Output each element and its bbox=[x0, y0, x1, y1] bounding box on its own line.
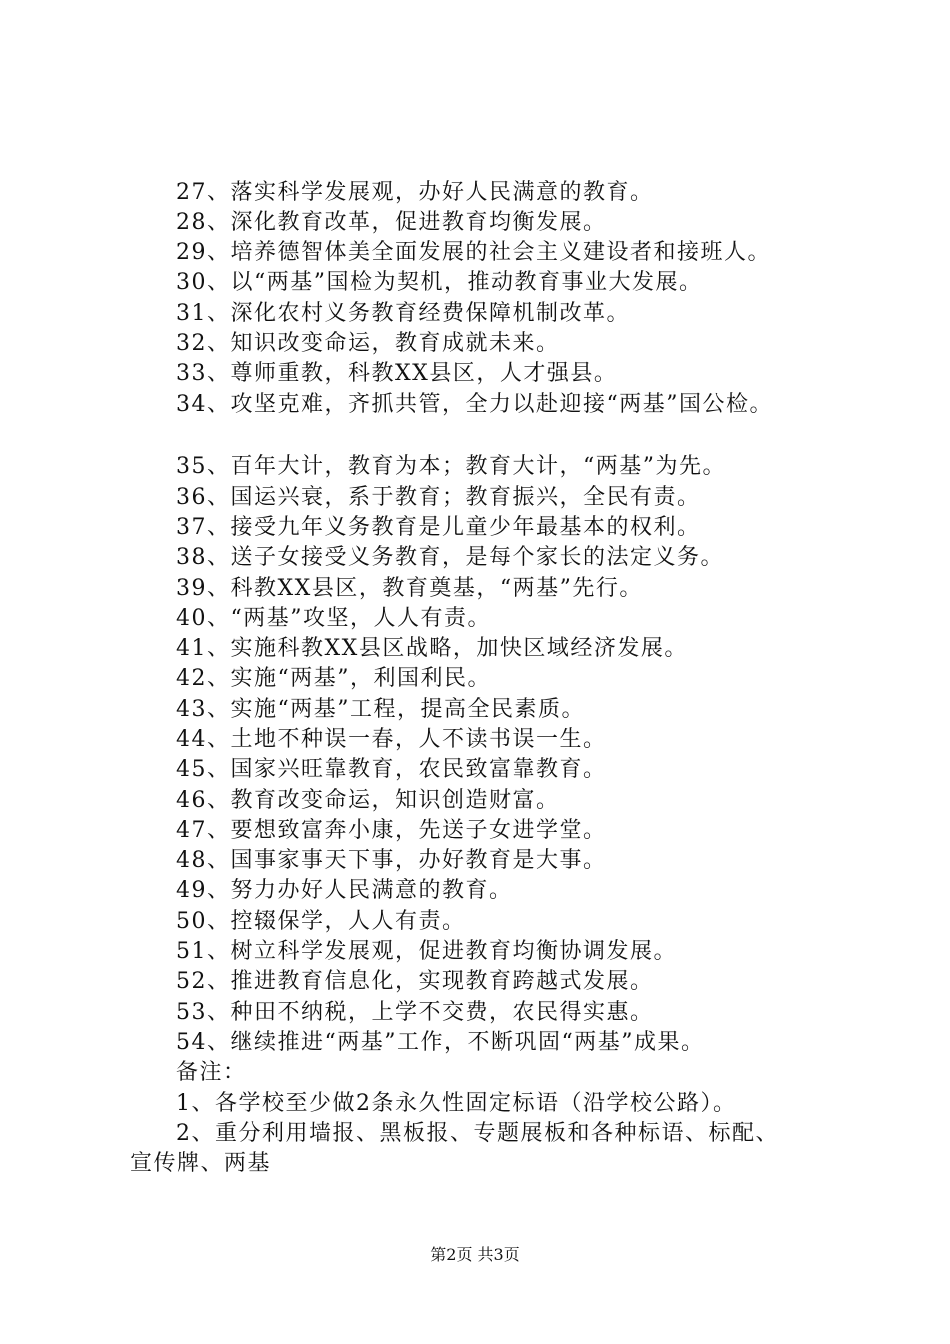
list-item: 37、接受九年义务教育是儿童少年最基本的权利。 bbox=[176, 515, 701, 540]
list-item: 29、培养德智体美全面发展的社会主义建设者和接班人。 bbox=[176, 240, 771, 265]
list-item: 47、要想致富奔小康，先送子女进学堂。 bbox=[176, 818, 607, 843]
list-item: 30、以“两基”国检为契机，推动教育事业大发展。 bbox=[176, 270, 703, 295]
list-item: 46、教育改变命运，知识创造财富。 bbox=[176, 788, 560, 813]
note-item-continuation: 宣传牌、两基 bbox=[130, 1151, 272, 1176]
list-item: 31、深化农村义务教育经费保障机制改革。 bbox=[176, 301, 630, 326]
list-item: 39、科教XX县区，教育奠基，“两基”先行。 bbox=[176, 576, 643, 601]
list-item: 28、深化教育改革，促进教育均衡发展。 bbox=[176, 210, 607, 235]
list-item: 40、“两基”攻坚，人人有责。 bbox=[176, 606, 491, 631]
list-item: 48、国事家事天下事，办好教育是大事。 bbox=[176, 848, 607, 873]
list-item: 54、继续推进“两基”工作，不断巩固“两基”成果。 bbox=[176, 1030, 705, 1055]
list-item: 44、土地不种误一春，人不读书误一生。 bbox=[176, 727, 607, 752]
page-footer: 第2页 共3页 bbox=[430, 1245, 520, 1264]
list-item: 52、推进教育信息化，实现教育跨越式发展。 bbox=[176, 969, 654, 994]
notes-heading: 备注： bbox=[176, 1060, 247, 1085]
list-item: 35、百年大计，教育为本；教育大计，“两基”为先。 bbox=[176, 454, 726, 479]
list-item: 42、实施“两基”，利国利民。 bbox=[176, 666, 491, 691]
list-item: 45、国家兴旺靠教育，农民致富靠教育。 bbox=[176, 757, 607, 782]
list-item: 41、实施科教XX县区战略，加快区域经济发展。 bbox=[176, 636, 688, 661]
note-item: 2、重分利用墙报、黑板报、专题展板和各种标语、标配、 bbox=[176, 1121, 779, 1146]
list-item: 50、控辍保学，人人有责。 bbox=[176, 909, 466, 934]
list-item: 27、落实科学发展观，办好人民满意的教育。 bbox=[176, 180, 654, 205]
list-item: 43、实施“两基”工程，提高全民素质。 bbox=[176, 697, 585, 722]
list-item: 34、攻坚克难，齐抓共管，全力以赴迎接“两基”国公检。 bbox=[176, 392, 773, 417]
list-item: 32、知识改变命运，教育成就未来。 bbox=[176, 331, 560, 356]
note-item: 1、各学校至少做2条永久性固定标语（沿学校公路）。 bbox=[176, 1091, 737, 1116]
list-item: 51、树立科学发展观，促进教育均衡协调发展。 bbox=[176, 939, 677, 964]
list-item: 38、送子女接受义务教育，是每个家长的法定义务。 bbox=[176, 545, 724, 570]
list-item: 49、努力办好人民满意的教育。 bbox=[176, 878, 513, 903]
list-item: 33、尊师重教，科教XX县区，人才强县。 bbox=[176, 361, 618, 386]
list-item: 53、种田不纳税，上学不交费，农民得实惠。 bbox=[176, 1000, 654, 1025]
list-item: 36、国运兴衰，系于教育；教育振兴，全民有责。 bbox=[176, 485, 701, 510]
